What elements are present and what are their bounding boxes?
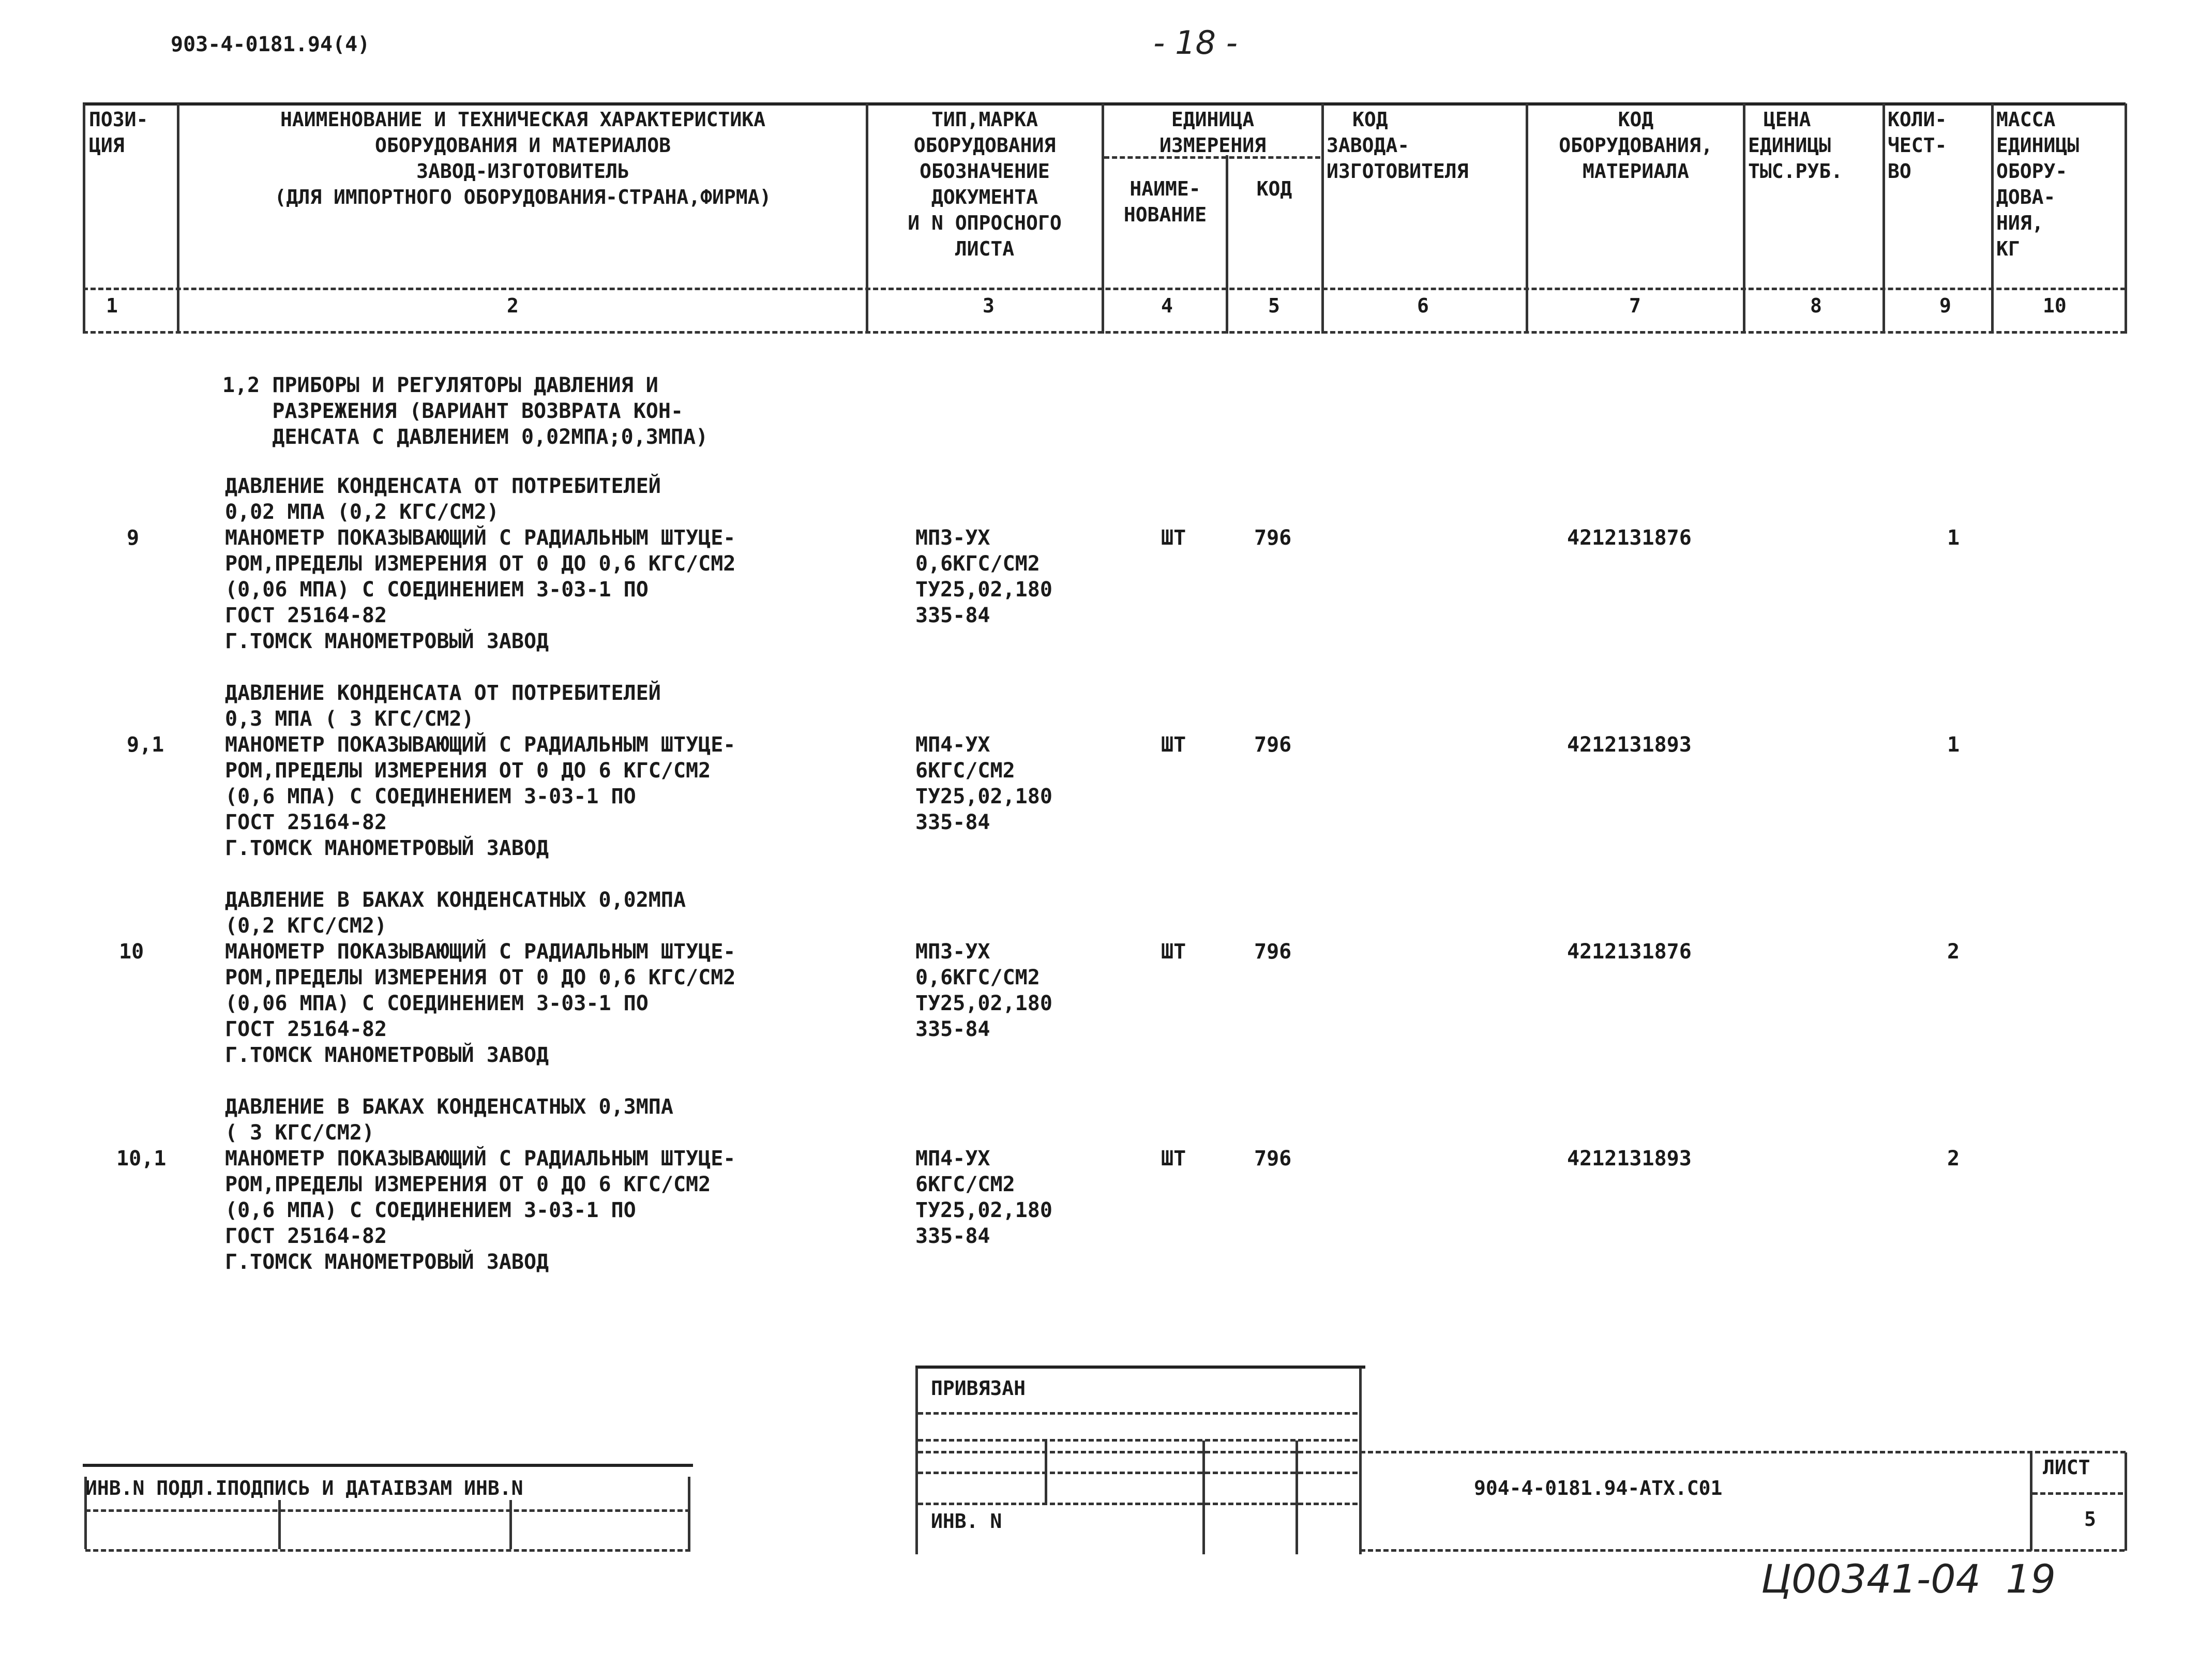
item-quantity: 2 bbox=[1947, 940, 1960, 964]
item-type: МП4-УХ 6КГС/СМ2 ТУ25,02,180 335-84 bbox=[915, 733, 1052, 834]
item-unit: ШТ bbox=[1161, 526, 1186, 550]
item-equipment-code: 4212131893 bbox=[1567, 733, 1692, 757]
header-unit-code: КОД bbox=[1256, 177, 1292, 200]
signature-header: ИНВ.N ПОДЛ.IПОДПИСЬ И ДАТАIВЗАМ ИНВ.N bbox=[85, 1477, 523, 1499]
col-number-2: 2 bbox=[507, 294, 519, 317]
header-manufacturer-code: КОД ЗАВОДА- ИЗГОТОВИТЕЛЯ bbox=[1327, 108, 1469, 183]
item-unit: ШТ bbox=[1161, 733, 1186, 757]
item-unit: ШТ bbox=[1161, 1147, 1186, 1171]
item-equipment-code: 4212131893 bbox=[1567, 1147, 1692, 1171]
handwritten-archive-number: Ц00341-04 19 bbox=[1761, 1556, 2056, 1602]
item-description: ДАВЛЕНИЕ КОНДЕНСАТА ОТ ПОТРЕБИТЕЛЕЙ 0,02 МПА (0,2 КГС/СМ2) МАНОМЕТР ПОКАЗЫВАЮЩИЙ С РАДИАЛЬНЫМ ШТУЦЕ- РОМ,ПРЕДЕЛЫ ИЗМЕРЕНИЯ ОТ 0 ДО 0,6 КГС/СМ2 (0,06 МПА) С СОЕДИНЕНИЕМ 3-03-1 ПО ГОСТ 25164-82 Г.ТОМСК МАНОМЕТРОВЫЙ ЗАВОД bbox=[225, 474, 736, 653]
header-unit-name: НАИМЕ- НОВАНИЕ bbox=[1123, 177, 1207, 226]
item-position: 9,1 bbox=[127, 733, 164, 757]
doc-code-top: 903-4-0181.94(4) bbox=[171, 33, 370, 56]
page-number: - 18 - bbox=[1153, 24, 1238, 62]
col-number-9: 9 bbox=[1939, 294, 1951, 317]
inv-n-label: ИНВ. N bbox=[931, 1510, 1002, 1533]
col-number-1: 1 bbox=[106, 294, 118, 317]
header-mass: МАССА ЕДИНИЦЫ ОБОРУ- ДОВА- НИЯ, КГ bbox=[1996, 108, 2080, 260]
item-equipment-code: 4212131876 bbox=[1567, 940, 1692, 964]
item-type: МП3-УХ 0,6КГС/СМ2 ТУ25,02,180 335-84 bbox=[915, 940, 1052, 1041]
header-type: ТИП,МАРКА ОБОРУДОВАНИЯ ОБОЗНАЧЕНИЕ ДОКУМЕНТА И N ОПРОСНОГО ЛИСТА bbox=[908, 108, 1062, 260]
item-description: ДАВЛЕНИЕ КОНДЕНСАТА ОТ ПОТРЕБИТЕЛЕЙ 0,3 МПА ( 3 КГС/СМ2) МАНОМЕТР ПОКАЗЫВАЮЩИЙ С РАДИАЛЬНЫМ ШТУЦЕ- РОМ,ПРЕДЕЛЫ ИЗМЕРЕНИЯ ОТ 0 ДО 6 КГС/СМ2 (0,6 МПА) С СОЕДИНЕНИЕМ 3-03-1 ПО ГОСТ 25164-82 Г.ТОМСК МАНОМЕТРОВЫЙ ЗАВОД bbox=[225, 681, 736, 860]
sheet-label: ЛИСТ bbox=[2043, 1456, 2090, 1479]
privyazan-label: ПРИВЯЗАН bbox=[931, 1377, 1026, 1400]
item-unit: ШТ bbox=[1161, 940, 1186, 964]
section-title: 1,2 ПРИБОРЫ И РЕГУЛЯТОРЫ ДАВЛЕНИЯ И РАЗРЕЖЕНИЯ (ВАРИАНТ ВОЗВРАТА КОН- ДЕНСАТА С ДАВЛЕНИЕМ 0,02МПА;0,3МПА) bbox=[222, 373, 709, 449]
item-position: 10 bbox=[119, 940, 144, 964]
header-price: ЦЕНА ЕДИНИЦЫ ТЫС.РУБ. bbox=[1748, 108, 1843, 183]
col-number-6: 6 bbox=[1417, 294, 1429, 317]
col-number-10: 10 bbox=[2043, 294, 2067, 317]
header-unit: ЕДИНИЦА ИЗМЕРЕНИЯ bbox=[1159, 108, 1266, 157]
item-description: ДАВЛЕНИЕ В БАКАХ КОНДЕНСАТНЫХ 0,3МПА ( 3 КГС/СМ2) МАНОМЕТР ПОКАЗЫВАЮЩИЙ С РАДИАЛЬНЫМ ШТУЦЕ- РОМ,ПРЕДЕЛЫ ИЗМЕРЕНИЯ ОТ 0 ДО 6 КГС/СМ2 (0,6 МПА) С СОЕДИНЕНИЕМ 3-03-1 ПО ГОСТ 25164-82 Г.ТОМСК МАНОМЕТРОВЫЙ ЗАВОД bbox=[225, 1095, 736, 1274]
header-position: ПОЗИ- ЦИЯ bbox=[89, 108, 148, 157]
item-description: ДАВЛЕНИЕ В БАКАХ КОНДЕНСАТНЫХ 0,02МПА (0,2 КГС/СМ2) МАНОМЕТР ПОКАЗЫВАЮЩИЙ С РАДИАЛЬНЫМ ШТУЦЕ- РОМ,ПРЕДЕЛЫ ИЗМЕРЕНИЯ ОТ 0 ДО 0,6 КГС/СМ2 (0,06 МПА) С СОЕДИНЕНИЕМ 3-03-1 ПО ГОСТ 25164-82 Г.ТОМСК МАНОМЕТРОВЫЙ ЗАВОД bbox=[225, 888, 736, 1067]
col-number-4: 4 bbox=[1161, 294, 1173, 317]
item-position: 9 bbox=[127, 526, 140, 550]
item-quantity: 1 bbox=[1947, 526, 1960, 550]
item-unit-code: 796 bbox=[1254, 526, 1292, 550]
item-equipment-code: 4212131876 bbox=[1567, 526, 1692, 550]
col-number-3: 3 bbox=[983, 294, 995, 317]
sheet-number: 5 bbox=[2084, 1508, 2096, 1531]
item-unit-code: 796 bbox=[1254, 1147, 1292, 1171]
col-number-7: 7 bbox=[1629, 294, 1641, 317]
header-equipment-code: КОД ОБОРУДОВАНИЯ, МАТЕРИАЛА bbox=[1559, 108, 1713, 183]
col-number-8: 8 bbox=[1810, 294, 1822, 317]
header-quantity: КОЛИ- ЧЕСТ- ВО bbox=[1888, 108, 1947, 183]
item-unit-code: 796 bbox=[1254, 940, 1292, 964]
col-number-5: 5 bbox=[1268, 294, 1280, 317]
item-unit-code: 796 bbox=[1254, 733, 1292, 757]
item-quantity: 1 bbox=[1947, 733, 1960, 757]
item-type: МП3-УХ 0,6КГС/СМ2 ТУ25,02,180 335-84 bbox=[915, 526, 1052, 627]
document-code: 904-4-0181.94-АТХ.С01 bbox=[1474, 1477, 1723, 1499]
item-position: 10,1 bbox=[116, 1147, 167, 1171]
item-quantity: 2 bbox=[1947, 1147, 1960, 1171]
header-name: НАИМЕНОВАНИЕ И ТЕХНИЧЕСКАЯ ХАРАКТЕРИСТИКА ОБОРУДОВАНИЯ И МАТЕРИАЛОВ ЗАВОД-ИЗГОТОВИТЕЛЬ (ДЛЯ ИМПОРТНОГО ОБОРУДОВАНИЯ-СТРАНА,ФИРМА) bbox=[274, 108, 772, 208]
item-type: МП4-УХ 6КГС/СМ2 ТУ25,02,180 335-84 bbox=[915, 1147, 1052, 1248]
